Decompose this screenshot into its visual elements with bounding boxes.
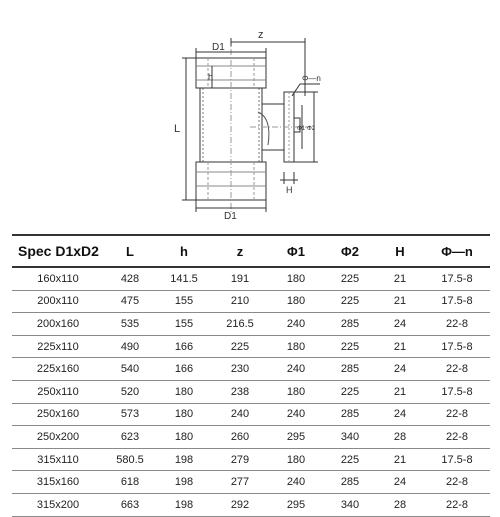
table-cell: 198 <box>156 448 212 471</box>
table-cell: 141.5 <box>156 267 212 290</box>
table-header-row <box>12 235 490 267</box>
table-cell: 279 <box>212 448 268 471</box>
table-row <box>12 313 490 336</box>
table-cell: 180 <box>268 290 324 313</box>
label-phi1: Φ1 <box>297 126 306 132</box>
table-cell: 250x200 <box>12 426 104 449</box>
table-cell: 490 <box>104 335 156 358</box>
header-z: z <box>212 235 268 267</box>
header-h-big: H <box>376 235 424 267</box>
table-cell: 295 <box>268 493 324 516</box>
table-cell: 240 <box>268 358 324 381</box>
table-cell: 210 <box>212 290 268 313</box>
table-cell: 240 <box>268 313 324 336</box>
table-cell: 315x110 <box>12 448 104 471</box>
table-cell: 24 <box>376 403 424 426</box>
table-cell: 160x110 <box>12 267 104 290</box>
table-cell: 21 <box>376 335 424 358</box>
table-cell: 22-8 <box>424 426 490 449</box>
table-cell: 623 <box>104 426 156 449</box>
table-cell: 225 <box>324 335 376 358</box>
label-n: Φ—n <box>302 74 321 83</box>
table-cell: 285 <box>324 403 376 426</box>
label-d1-top: D1 <box>212 42 225 53</box>
table-cell: 166 <box>156 335 212 358</box>
header-h-small: h <box>156 235 212 267</box>
table-cell: 240 <box>268 403 324 426</box>
header-l: L <box>104 235 156 267</box>
table-cell: 22-8 <box>424 358 490 381</box>
table-cell: 216.5 <box>212 313 268 336</box>
table-cell: 225x110 <box>12 335 104 358</box>
table-cell: 28 <box>376 426 424 449</box>
label-phi2: Φ2 <box>307 126 316 132</box>
header-phi2: Φ2 <box>324 235 376 267</box>
table-cell: 285 <box>324 313 376 336</box>
table-row <box>12 493 490 516</box>
label-l: L <box>174 123 181 135</box>
table-cell: 250x110 <box>12 380 104 403</box>
table-cell: 295 <box>268 426 324 449</box>
table-cell: 21 <box>376 267 424 290</box>
tee-fitting-drawing <box>0 0 500 232</box>
table-cell: 200x160 <box>12 313 104 336</box>
table-cell: 225 <box>324 290 376 313</box>
table-cell: 573 <box>104 403 156 426</box>
label-d1-bottom: D1 <box>224 211 237 222</box>
table-cell: 22-8 <box>424 493 490 516</box>
table-cell: 520 <box>104 380 156 403</box>
table-cell: 225 <box>324 267 376 290</box>
table-row <box>12 358 490 381</box>
table-cell: 292 <box>212 493 268 516</box>
table-cell: 180 <box>156 403 212 426</box>
table-cell: 198 <box>156 471 212 494</box>
table-row <box>12 267 490 290</box>
table-cell: 155 <box>156 290 212 313</box>
table-cell: 225 <box>324 380 376 403</box>
table-cell: 21 <box>376 448 424 471</box>
table-cell: 180 <box>268 448 324 471</box>
table-cell: 230 <box>212 358 268 381</box>
table-cell: 618 <box>104 471 156 494</box>
table-cell: 285 <box>324 358 376 381</box>
table-cell: 17.5-8 <box>424 380 490 403</box>
table-cell: 180 <box>268 335 324 358</box>
table-row <box>12 448 490 471</box>
table-row <box>12 426 490 449</box>
table-cell: 21 <box>376 290 424 313</box>
label-z: z <box>258 29 264 41</box>
table-row <box>12 290 490 313</box>
table-cell: 191 <box>212 267 268 290</box>
table-cell: 22-8 <box>424 403 490 426</box>
table-cell: 22-8 <box>424 313 490 336</box>
table-row <box>12 380 490 403</box>
table-cell: 340 <box>324 426 376 449</box>
table-cell: 17.5-8 <box>424 267 490 290</box>
table-cell: 17.5-8 <box>424 290 490 313</box>
table-cell: 277 <box>212 471 268 494</box>
table-cell: 17.5-8 <box>424 448 490 471</box>
table-cell: 166 <box>156 358 212 381</box>
table-cell: 24 <box>376 313 424 336</box>
table-cell: 180 <box>156 380 212 403</box>
table-cell: 540 <box>104 358 156 381</box>
table-row <box>12 335 490 358</box>
dim-h-big <box>280 172 298 184</box>
header-phi1: Φ1 <box>268 235 324 267</box>
table-cell: 285 <box>324 471 376 494</box>
label-h-small: h <box>208 72 214 82</box>
table-cell: 340 <box>324 493 376 516</box>
leader-n <box>292 84 320 96</box>
dim-l <box>182 58 196 200</box>
table-cell: 580.5 <box>104 448 156 471</box>
table-cell: 475 <box>104 290 156 313</box>
table-cell: 315x200 <box>12 493 104 516</box>
table-cell: 155 <box>156 313 212 336</box>
table-cell: 663 <box>104 493 156 516</box>
table-cell: 225x160 <box>12 358 104 381</box>
table-cell: 24 <box>376 358 424 381</box>
header-phi-n: Φ—n <box>424 235 490 267</box>
table-cell: 240 <box>212 403 268 426</box>
table-cell: 28 <box>376 493 424 516</box>
table-cell: 180 <box>268 267 324 290</box>
table-cell: 238 <box>212 380 268 403</box>
table-cell: 180 <box>156 426 212 449</box>
table-cell: 428 <box>104 267 156 290</box>
table-cell: 21 <box>376 380 424 403</box>
table-row <box>12 471 490 494</box>
header-spec: Spec D1xD2 <box>12 235 104 267</box>
table-cell: 22-8 <box>424 471 490 494</box>
table-cell: 260 <box>212 426 268 449</box>
spec-table <box>12 234 490 517</box>
table-cell: 250x160 <box>12 403 104 426</box>
table-cell: 200x110 <box>12 290 104 313</box>
table-body <box>12 267 490 516</box>
table-cell: 315x160 <box>12 471 104 494</box>
table-cell: 24 <box>376 471 424 494</box>
table-cell: 240 <box>268 471 324 494</box>
table-cell: 535 <box>104 313 156 336</box>
table-cell: 225 <box>212 335 268 358</box>
table-row <box>12 403 490 426</box>
table-cell: 225 <box>324 448 376 471</box>
table-cell: 198 <box>156 493 212 516</box>
label-h-big: H <box>286 185 293 195</box>
table-cell: 180 <box>268 380 324 403</box>
table-cell: 17.5-8 <box>424 335 490 358</box>
